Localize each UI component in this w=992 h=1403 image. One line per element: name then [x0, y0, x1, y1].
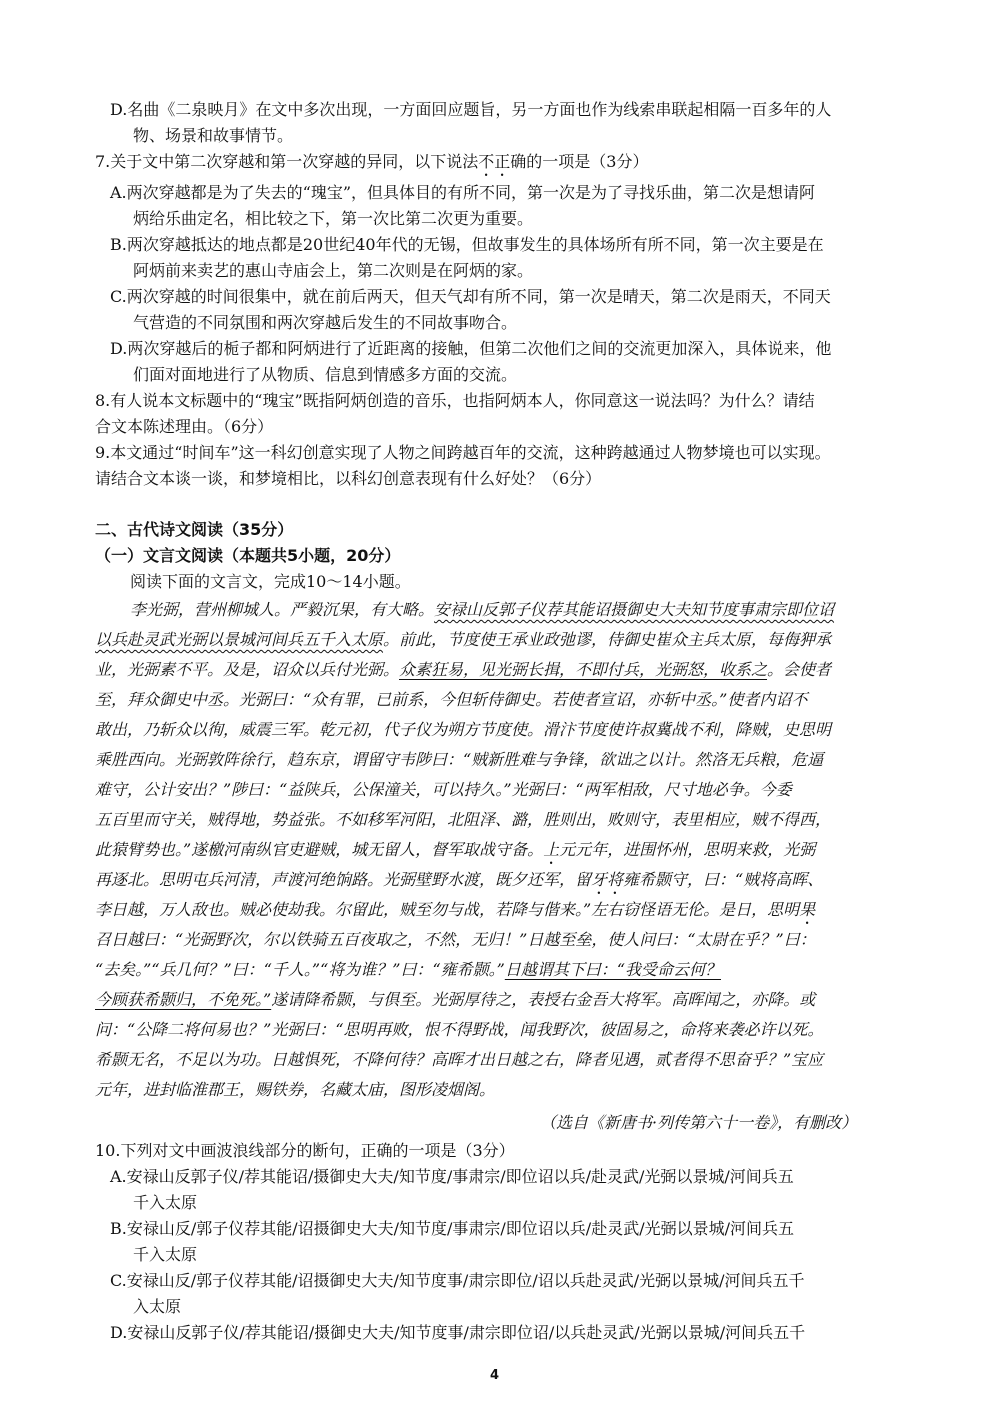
section-title: 二、古代诗文阅读（35分） — [95, 520, 294, 539]
q7-option-a-line1: A.两次穿越都是为了失去的“瑰宝”，但具体目的有所不同，第一次是为了寻找乐曲，第二次是想请阿 — [110, 183, 816, 202]
passage-text: 李光弼，营州柳城人。严毅沉果，有大略。 — [130, 600, 435, 619]
q7-option-b-line1: B.两次穿越抵达的地点都是20世纪40年代的无锡，但故事发生的具体场所有所不同，第一次主要是在 — [110, 235, 824, 254]
wavy-underlined-text: 安禄山反郭子仪荐其能诏摄御史大夫知节度事肃宗即位诏 — [434, 600, 835, 619]
q10-option-b-line1: B.安禄山反/郭子仪荐其能/诏摄御史大夫/知节度/事肃宗/即位诏以兵/赴灵武/光弼以景城/河间兵五 — [110, 1219, 794, 1238]
passage-line-8: 五百里而守关，贼得地，势益张。不如移军河阳，北阻泽、潞，胜则出，败则守，表里相应，贼不得西， — [95, 810, 832, 829]
q10-option-b-line2: 千入太原 — [133, 1245, 198, 1264]
passage-line-3 — [95, 657, 831, 683]
underlined-text: 众素狂易，见光弼长揖，不即付兵，光弼怒，收系之 — [399, 660, 768, 679]
passage-text: 。会使者 — [767, 660, 832, 679]
passage-line-16: 希颢无名，不足以为功。日越惧死，不降何待？高晖才出日越之右，降者见遇，贰者得不思奋乎？”宝应 — [95, 1050, 824, 1069]
q7-stem-part2: 确的一项是（3分） — [510, 152, 649, 171]
subsection-title: （一）文言文阅读（本题共5小题，20分） — [95, 546, 401, 565]
passage-line-1 — [130, 597, 834, 623]
q10-option-a-line1: A.安禄山反郭子仪/荐其能诏/摄御史大夫/知节度/事肃宗/即位诏以兵/赴灵武/光弼以景城/河间兵五 — [110, 1167, 794, 1186]
emphasis-dot-text: 上 — [543, 840, 560, 859]
passage-line-4: 至，拜众御史中丞。光弼曰：“众有罪，已前系，今但斩侍御史。若使者宣诏，亦斩中丞。”使者内诏不 — [95, 690, 808, 709]
passage-line-10 — [95, 867, 823, 898]
underlined-text: 日越谓其下曰：“我受命云何？ — [504, 960, 721, 979]
q10-option-c-line1: C.安禄山反/郭子仪荐其能/诏摄御史大夫/知节度事/肃宗即位/诏以兵赴灵武/光弼以景城/河间兵五千 — [110, 1271, 805, 1290]
passage-text: 再逐北。思明屯兵河清，声渡河绝饷路。光弼壁野水渡，既夕还军，留 — [95, 870, 592, 889]
q7-option-c-line2: 气营造的不同氛围和两次穿越后发生的不同故事吻合。 — [133, 313, 518, 332]
passage-source: （选自《新唐书·列传第六十一卷》，有删改） — [540, 1113, 858, 1132]
passage-line-12: 召日越曰：“光弼野次，尔以铁骑五百夜取之，不然，无归！”日越至垒，使人问曰：“太尉在乎？”曰： — [95, 930, 816, 949]
passage-text: 元元年，进围怀州，思明来救，光弼 — [559, 840, 816, 859]
emphasis-dot-text: 果 — [799, 900, 816, 919]
q7-option-d-line1: D.两次穿越后的栀子都和阿炳进行了近距离的接触，但第二次他们之间的交流更加深入，具体说来，他 — [110, 339, 832, 358]
q7-option-d-line2: 们面对面地进行了从物质、信息到情感多方面的交流。 — [133, 365, 518, 384]
passage-line-15: 问：“公降二将何易也？”光弼曰：“思明再败，恨不得野战，闻我野次，彼固易之，命将来袭必许以死。 — [95, 1020, 824, 1039]
q10-option-c-line2: 入太原 — [133, 1297, 182, 1316]
q7-stem-part1: 7.关于文中第二次穿越和第一次穿越的异同，以下说法 — [95, 152, 479, 171]
q10-stem: 10.下列对文中画波浪线部分的断句，正确的一项是（3分） — [95, 1141, 515, 1160]
q8-line2: 合文本陈述理由。（6分） — [95, 417, 274, 436]
passage-line-9 — [95, 837, 815, 868]
q7-option-a-line2: 炳给乐曲定名，相比较之下，第一次比第二次更为重要。 — [133, 209, 534, 228]
page-number: 4 — [490, 1368, 500, 1383]
passage-text: 业，光弼素不平。及是，诏众以兵付光弼。 — [95, 660, 400, 679]
q6-option-d-line1: D.名曲《二泉映月》在文中多次出现，一方面回应题旨，另一方面也作为线索串联起相隔一百多年的人 — [110, 100, 832, 119]
passage-line-5: 敢出，乃斩众以徇，威震三军。乾元初，代子仪为朔方节度使。滑汴节度使许叔冀战不利，降贼，史思明 — [95, 720, 832, 739]
passage-line-13 — [95, 957, 721, 983]
q7-stem-emphasis: 不正 — [478, 152, 511, 171]
q8-line1: 8.有人说本文标题中的“瑰宝”既指阿炳创造的音乐，也指阿炳本人，你同意这一说法吗？为什么？请结 — [95, 391, 815, 410]
passage-text: 遂请降希颢，与俱至。光弼厚待之，表授右金吾大将军。高晖闻之，亦降。或 — [271, 990, 816, 1009]
q7-option-c-line1: C.两次穿越的时间很集中，就在前后两天，但天气却有所不同，第一次是晴天，第二次是雨天，不同天 — [110, 287, 831, 306]
passage-line-14 — [95, 987, 815, 1013]
q9-line2: 请结合文本谈一谈，和梦境相比，以科幻创意表现有什么好处？（6分） — [95, 469, 602, 488]
passage-text: “去矣。”“兵几何？”曰：“千人。”“将为谁？”曰：“雍希颢。” — [95, 960, 505, 979]
reading-instruction: 阅读下面的文言文，完成10～14小题。 — [130, 572, 411, 591]
passage-text: 李日越，万人敌也。贼必使劫我。尔留此，贼至勿与战，若降与偕来。”左右窃怪语无伦。是日，思明 — [95, 900, 800, 919]
passage-line-17: 元年，进封临淮郡王，赐铁券，名藏太庙，图形凌烟阁。 — [95, 1080, 496, 1099]
q10-option-d-line1: D.安禄山反郭子仪/荐其能诏/摄御史大夫/知节度事/肃宗即位诏/以兵赴灵武/光弼以景城/河间兵五千 — [110, 1323, 806, 1342]
q7-stem — [95, 149, 648, 180]
passage-line-6: 乘胜西向。光弼敦阵徐行，趋东京，谓留守韦陟曰：“贼新胜难与争锋，欲诎之以计。然洛无兵粮，危逼 — [95, 750, 824, 769]
passage-line-11 — [95, 897, 815, 928]
passage-text: 。前此，节度使王承业政弛谬，侍御史崔众主兵太原，每侮狎承 — [383, 630, 832, 649]
q9-line1: 9.本文通过“时间车”这一科幻创意实现了人物之间跨越百年的交流，这种跨越通过人物梦境也可以实现。 — [95, 443, 831, 462]
emphasis-dot-text: 牙将 — [591, 870, 624, 889]
passage-text: 雍希颢守，曰：“贼将高晖、 — [623, 870, 824, 889]
passage-line-7: 难守，公计安出？”陟曰：“益陕兵，公保潼关，可以持久。”光弼曰：“两军相敌，尺寸地必争。今委 — [95, 780, 792, 799]
q7-option-b-line2: 阿炳前来卖艺的惠山寺庙会上，第二次则是在阿炳的家。 — [133, 261, 534, 280]
passage-line-2 — [95, 627, 831, 653]
underlined-text: 今顾获希颢归，不免死。” — [95, 990, 272, 1009]
wavy-underlined-text: 以兵赴灵武光弼以景城河间兵五千入太原 — [95, 630, 384, 649]
passage-text: 此猿臂势也。”遂檄河南纵官吏避贼，城无留人，督军取战守备。 — [95, 840, 544, 859]
q10-option-a-line2: 千入太原 — [133, 1193, 198, 1212]
q6-option-d-line2: 物、场景和故事情节。 — [133, 126, 294, 145]
